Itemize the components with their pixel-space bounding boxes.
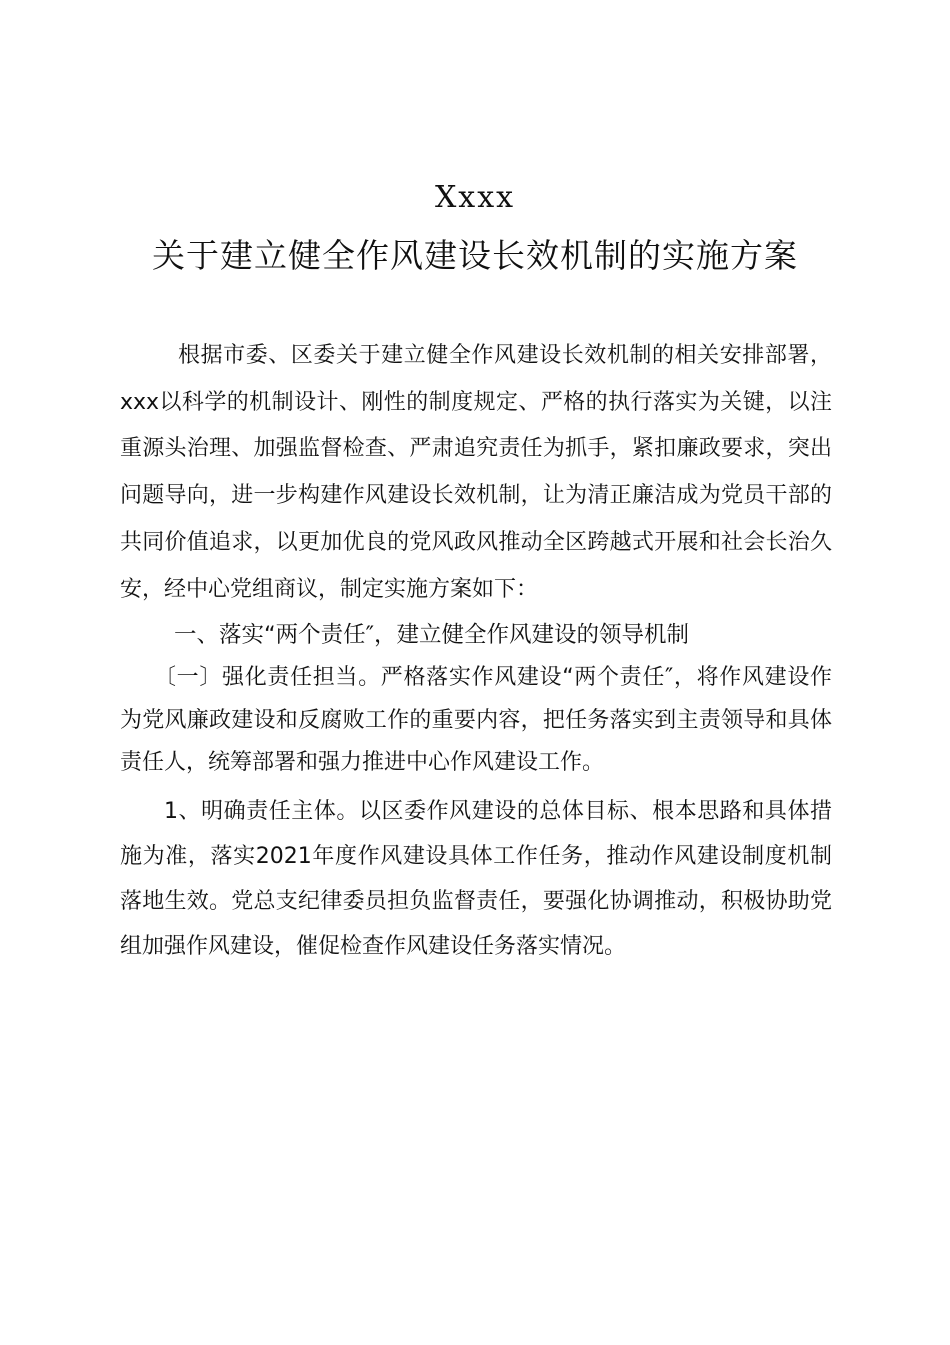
document-title: 关于建立健全作风建设长效机制的实施方案 bbox=[152, 236, 798, 275]
intro-paragraph: 根据市委、区委关于建立健全作风建设长效机制的相关安排部署，xxx以科学的机制设计、刚性的制度规定、严格的执行落实为关键，以注重源头治理、加强监督检查、严肃追究责任为抓手，紧扣廉政要求，突出问题导向，进一步构建作风建设长效机制，让为清正廉洁成为党员干部的共同价值追求，以更加优良的党风政风推动全区跨越式开展和社会长治久安，经中心党组商议，制定实施方案如下： bbox=[120, 343, 832, 602]
document-title-org: Xxxx bbox=[434, 180, 516, 215]
point-1-paragraph: 1、明确责任主体。以区委作风建设的总体目标、根本思路和具体措施为准，落实2021年度作风建设具体工作任务，推动作风建设制度机制落地生效。党总支纪律委员担负监督责任，要强化协调推动，积极协助党组加强作风建设，催促检查作风建设任务落实情况。 bbox=[120, 798, 832, 959]
document-body bbox=[120, 333, 832, 969]
subsection-1-paragraph: 〔一〕强化责任担当。严格落实作风建设“两个责任″，将作风建设作为党风廉政建设和反腐败工作的重要内容，把任务落实到主责领导和具体责任人，统筹部署和强力推进中心作风建设工作。 bbox=[120, 665, 832, 776]
section-heading-1: 一、落实“两个责任″，建立健全作风建设的领导机制 bbox=[174, 622, 690, 649]
